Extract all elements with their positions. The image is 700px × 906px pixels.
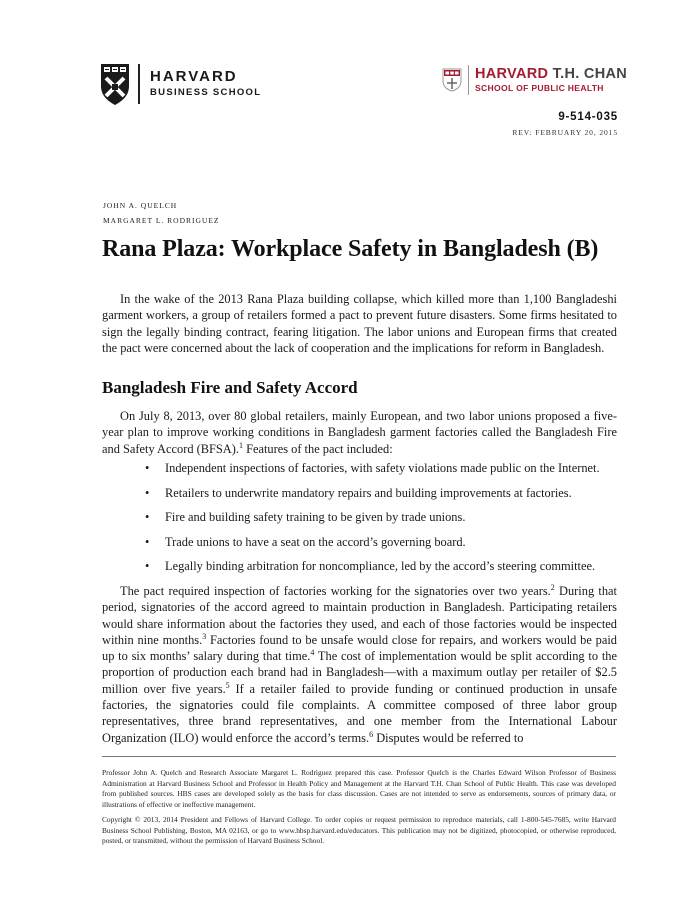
- chan-logo-line2: SCHOOL OF PUBLIC HEALTH: [475, 83, 604, 93]
- document-title: Rana Plaza: Workplace Safety in Bangladesh (B): [102, 236, 599, 262]
- author-name: JOHN A. QUELCH: [103, 201, 178, 210]
- hbs-logo-line1: HARVARD: [150, 68, 238, 85]
- accord-paragraph: On July 8, 2013, over 80 global retailers, mainly European, and two labor unions proposed a five-year plan to improve working conditions in Bangladesh garment factories called the Bangladesh Fire and Safety Accord (BFSA).$^1$ Features of the pact included:: [102, 409, 617, 456]
- section-heading: Bangladesh Fire and Safety Accord: [102, 378, 358, 397]
- features-list: [145, 460, 625, 583]
- bullet-icon: •: [145, 510, 150, 524]
- footer-divider: [102, 756, 616, 757]
- bullet-icon: •: [145, 559, 150, 573]
- bullet-icon: •: [145, 534, 150, 549]
- footnote-ref[interactable]: 5: [225, 680, 230, 690]
- logo-divider: [468, 65, 469, 95]
- footnote-ref[interactable]: 3: [202, 631, 207, 641]
- authors: [103, 198, 220, 228]
- list-item: • Retailers to underwrite mandatory repairs and building improvements at factories.: [145, 485, 572, 500]
- intro-paragraph: In the wake of the 2013 Rana Plaza building collapse, which killed more than 1,100 Bangladeshi garment workers, a group of retailers formed a pact to prevent future disasters. Some firms hesitated to sign the legally binding contract, fearing litigation. The labor unions and European firms that created the pact were concerned about the lack of cooperation and the implications for reform in Bangladesh.: [102, 292, 617, 355]
- list-item: • Independent inspections of factories, with safety violations made public on the Internet.: [145, 461, 600, 475]
- hbs-shield-icon: [100, 62, 130, 106]
- author-name: MARGARET L. RODRIGUEZ: [103, 216, 220, 225]
- footnote-ref[interactable]: 2: [550, 582, 555, 592]
- case-number: 9-514-035: [558, 111, 618, 123]
- preparation-note: Professor John A. Quelch and Research Associate Margaret L. Rodriguez prepared this case. Professor Quelch is the Charles Edward Wilson Professor of Business Administration at Harvard Business School and Professor in Health Policy and Management at the Harvard T.H. Chan School of Public Health. This case was developed from published sources. HBS cases are developed solely as the basis for class discussion. Cases are not intended to serve as endorsements, sources of primary data, or illustrations of effective or ineffective management.: [102, 768, 616, 809]
- chan-logo: [442, 62, 627, 98]
- chan-logo-thchan: T.H. CHAN: [552, 66, 628, 82]
- chan-logo-harvard: HARVARD: [475, 66, 549, 82]
- hbs-logo: [100, 60, 261, 108]
- footnote-ref[interactable]: 1: [238, 440, 243, 450]
- hbs-logo-line2: BUSINESS SCHOOL: [150, 87, 262, 98]
- bullet-icon: •: [145, 461, 150, 475]
- copyright-notice: Copyright © 2013, 2014 President and Fellows of Harvard College. To order copies or request permission to reproduce materials, call 1-800-545-7685, write Harvard Business School Publishing, Boston, MA 02163, or go to www.hbsp.harvard.edu/educators. This publication may not be digitized, photocopied, or otherwise reproduced, posted, or transmitted, without the permission of Harvard Business School.: [102, 815, 616, 845]
- footnote-ref[interactable]: 6: [369, 729, 374, 739]
- list-item: • Legally binding arbitration for noncompliance, led by the accord’s steering committee.: [145, 559, 596, 573]
- revision-date: REV: FEBRUARY 20, 2015: [512, 128, 618, 137]
- chan-shield-icon: [442, 68, 462, 92]
- pact-paragraph: The pact required inspection of factories working for the signatories over two years.$^2$ During that period, signatories of the accord agreed to maintain production in Bangladesh. Participating retailers would share information about the factories they used, and each of those factories would be inspected within nine months.$^3$ Factories found to be unsafe would close for repairs, and workers would be paid up to six months’ salary during that time.$^4$ The cost of implementation would be split according to the proportion of production each brand had in Bangladesh—with a maximum outlay per retailer of $2.5 million over five years.$^5$ If a retailer failed to provide funding or continued production in unsafe factories, the signatories could file complaints. A committee composed of three labor group representatives, three brand representatives, and one member from the International Labour Organization (ILO) would enforce the accord’s terms.$^6$ Disputes would be referred to: [102, 582, 617, 745]
- list-item: • Fire and building safety training to be given by trade unions.: [145, 510, 466, 524]
- list-item: • Trade unions to have a seat on the accord’s governing board.: [145, 534, 466, 549]
- footnote-ref[interactable]: 4: [310, 648, 315, 658]
- bullet-icon: •: [145, 485, 150, 500]
- logo-divider: [138, 64, 140, 104]
